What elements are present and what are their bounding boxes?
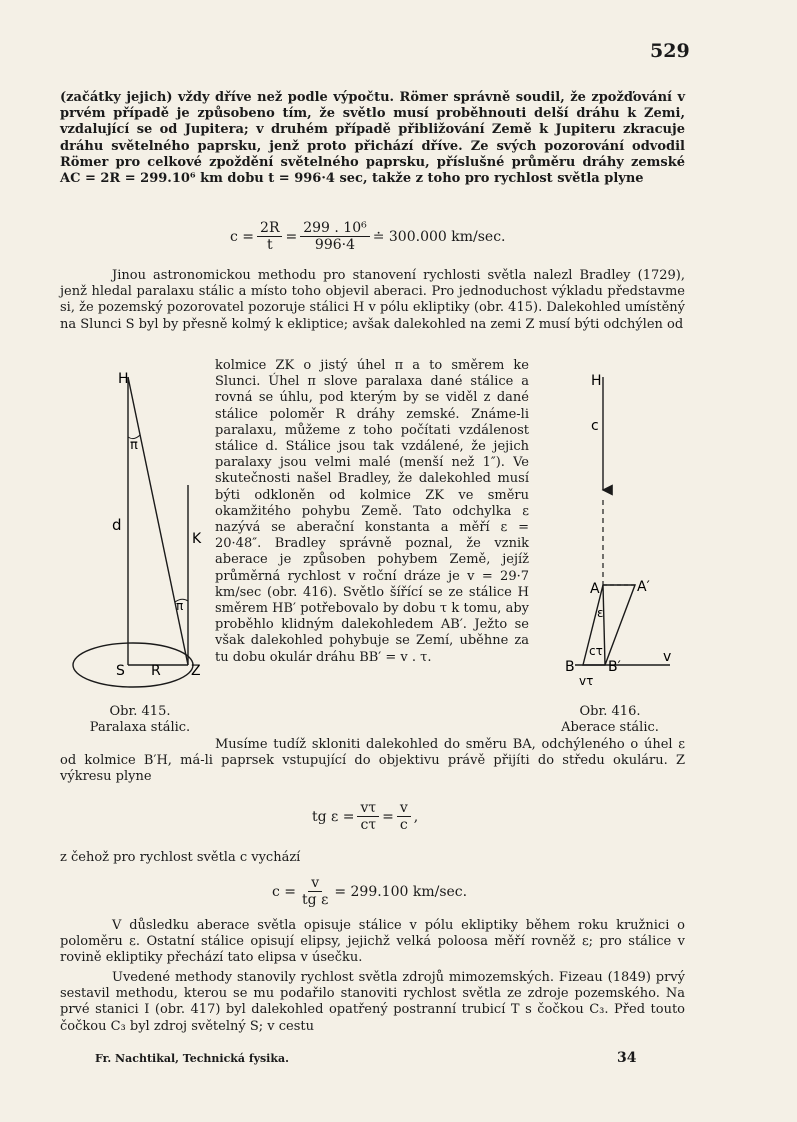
eq1-fraction-2 xyxy=(300,220,370,253)
eq3-denominator: tg ε xyxy=(302,892,329,908)
eq2-lhs: tg ε = xyxy=(312,808,355,825)
sheet-number: 34 xyxy=(617,1050,637,1066)
paragraph-ellipses: V důsledku aberace světla opisuje stálice v pólu ekliptiky během roku kružnici o poloměru ε. Ostatní stálice opisují elipsy, jejichž velká poloosa měří rovněž ε; pro stálice v rovině ekliptiky přechází tato elipsa v úsečku. xyxy=(60,918,685,966)
eq3-rhs: = 299.100 km/sec. xyxy=(334,883,468,900)
label-pi-bottom: π xyxy=(176,599,184,613)
equation-tan-epsilon xyxy=(312,800,418,833)
line-a-b-prime xyxy=(603,585,605,665)
footer-author: Fr. Nachtikal, Technická fysika. xyxy=(95,1052,289,1065)
eq2-frac1-denominator: cτ xyxy=(360,817,377,833)
eq3-numerator: v xyxy=(308,875,322,892)
label-k: K xyxy=(192,531,202,547)
figure-415-parallax-diagram xyxy=(68,365,213,695)
label-v-tau: vτ xyxy=(579,674,594,688)
eq2-fraction-1 xyxy=(357,800,379,833)
eq2-mid: = xyxy=(382,808,394,825)
label-pi-top: π xyxy=(130,438,138,453)
label-h: H xyxy=(118,371,129,387)
label-c: c xyxy=(591,418,599,434)
paragraph-from-which: z čehož pro rychlost světla c vychází xyxy=(60,850,301,865)
equation-light-speed xyxy=(272,875,467,908)
label-d: d xyxy=(112,516,122,534)
paragraph-tilt: Musíme tudíž skloniti dalekohled do směru BA, odchýleného o úhel ε od kolmice B′H, má-li paprsek vstupující do objektivu právě přijíti do středu okuláru. Z výkresu plyne xyxy=(60,737,685,785)
eq2-tail: , xyxy=(413,808,419,825)
label-c-tau: cτ xyxy=(589,644,603,658)
eq2-frac1-numerator: vτ xyxy=(357,800,379,817)
label-z: Z xyxy=(191,663,201,679)
paragraph-fizeau: Uvedené methody stanovily rychlost světla zdrojů mimozemských. Fizeau (1849) prvý sestavil methodu, kterou se mu podařilo stanoviti rychlost světla ze zdroje pozemského. Na prvé stanici I (obr. 417) byl dalekohled opatřený postranní trubicí T s čočkou C₃. Před touto čočkou C₃ byl zdroj světelný S; v cestu xyxy=(60,970,685,1034)
eq1-rhs: ≐ 300.000 km/sec. xyxy=(372,228,506,245)
label-epsilon: ε xyxy=(597,606,604,620)
eq3-lhs: c = xyxy=(272,883,297,900)
eq1-lhs: c = xyxy=(230,228,255,245)
paragraph-aberration: kolmice ZK o jistý úhel π a to směrem ke Slunci. Úhel π slove paralaxa dané stálice a rovná se úhlu, pod kterým by se viděl z dané stálice poloměr R dráhy zemské. Známe-li paralaxu, můžeme z toho počítati vzdálenost stálice d. Stálice jsou tak vzdálené, že jejich paralaxy jsou velmi malé (menší než 1″). Ve skutečnosti našel Bradley, že dalekohled musí býti odkloněn od kolmice ZK ve směru okamžitého pohybu Země. Tato odchylka ε nazývá se aberační konstanta a měří ε = 20·48″. Bradley správně poznal, že vznik aberace je způsoben pohybem Země, jejíž průměrná rychlost v roční dráze je v = 29·7 km/sec (obr. 416). Světlo šířící se ze stálice H směrem HB′ potřebovalo by dobu τ k tomu, aby proběhlo klidným dalekohledem AB′. Ježto se však dalekohled pohybuje se Zemí, uběhne za tu dobu okulár dráhu BB′ = v . τ. xyxy=(215,358,529,665)
eq1-fraction-1 xyxy=(257,220,282,253)
caption-416 xyxy=(540,704,680,736)
label-b-prime: B′ xyxy=(608,659,621,675)
eq3-fraction xyxy=(299,875,331,908)
eq2-frac2-denominator: c xyxy=(399,817,408,833)
caption-415 xyxy=(70,704,210,736)
caption-416-number: Obr. 416. xyxy=(579,704,641,719)
figure-416-aberration-diagram xyxy=(535,365,685,695)
label-h: H xyxy=(591,373,602,389)
label-a: A xyxy=(590,581,600,597)
equation-roemer xyxy=(230,220,505,253)
paragraph-bradley: Jinou astronomickou methodu pro stanovení rychlosti světla nalezl Bradley (1729), jenž hledal paralaxu stálic a místo toho objevil aberaci. Pro jednoduchost výkladu představme si, že pozemský pozorovatel pozoruje stálici H v pólu ekliptiky (obr. 415). Dalekohled umístěný na Slunci S byl by přesně kolmý k ekliptice; avšak dalekohled na zemi Z musí býti odchýlen od xyxy=(60,268,685,332)
paragraph-roemer: (začátky jejich) vždy dříve než podle výpočtu. Römer správně soudil, že zpožďování v prvém případě je způsobeno tím, že světlo musí proběhnouti delší dráhu k Zemi, vzdalující se od Jupitera; v druhém případě přibližování Země k Jupiteru zkracuje dráhu světelného paprsku, jenž proto přichází dříve. Ze svých pozorování odvodil Römer pro celkové zpoždění světelného paprsku, příslušné průměru dráhy zemské AC = 2R = 299.10⁶ km dobu t = 996·4 sec, takže z toho pro rychlost světla plyne xyxy=(60,90,685,187)
caption-416-title: Aberace stálic. xyxy=(561,720,659,735)
eq2-fraction-2 xyxy=(397,800,411,833)
caption-415-number: Obr. 415. xyxy=(109,704,171,719)
label-b: B xyxy=(565,659,575,675)
label-s: S xyxy=(116,663,125,679)
page-number: 529 xyxy=(650,40,690,62)
eq1-frac2-numerator: 299 . 10⁶ xyxy=(300,220,370,237)
eq1-frac1-numerator: 2R xyxy=(257,220,282,237)
caption-415-title: Paralaxa stálic. xyxy=(89,720,191,735)
eq1-frac1-denominator: t xyxy=(266,237,273,253)
line-h-z xyxy=(128,377,188,665)
label-v: v xyxy=(663,649,672,665)
label-r: R xyxy=(151,663,161,679)
eq1-frac2-denominator: 996·4 xyxy=(314,237,356,253)
label-a-prime: A′ xyxy=(637,579,650,595)
eq1-mid: = xyxy=(285,228,298,245)
eq2-frac2-numerator: v xyxy=(397,800,411,817)
